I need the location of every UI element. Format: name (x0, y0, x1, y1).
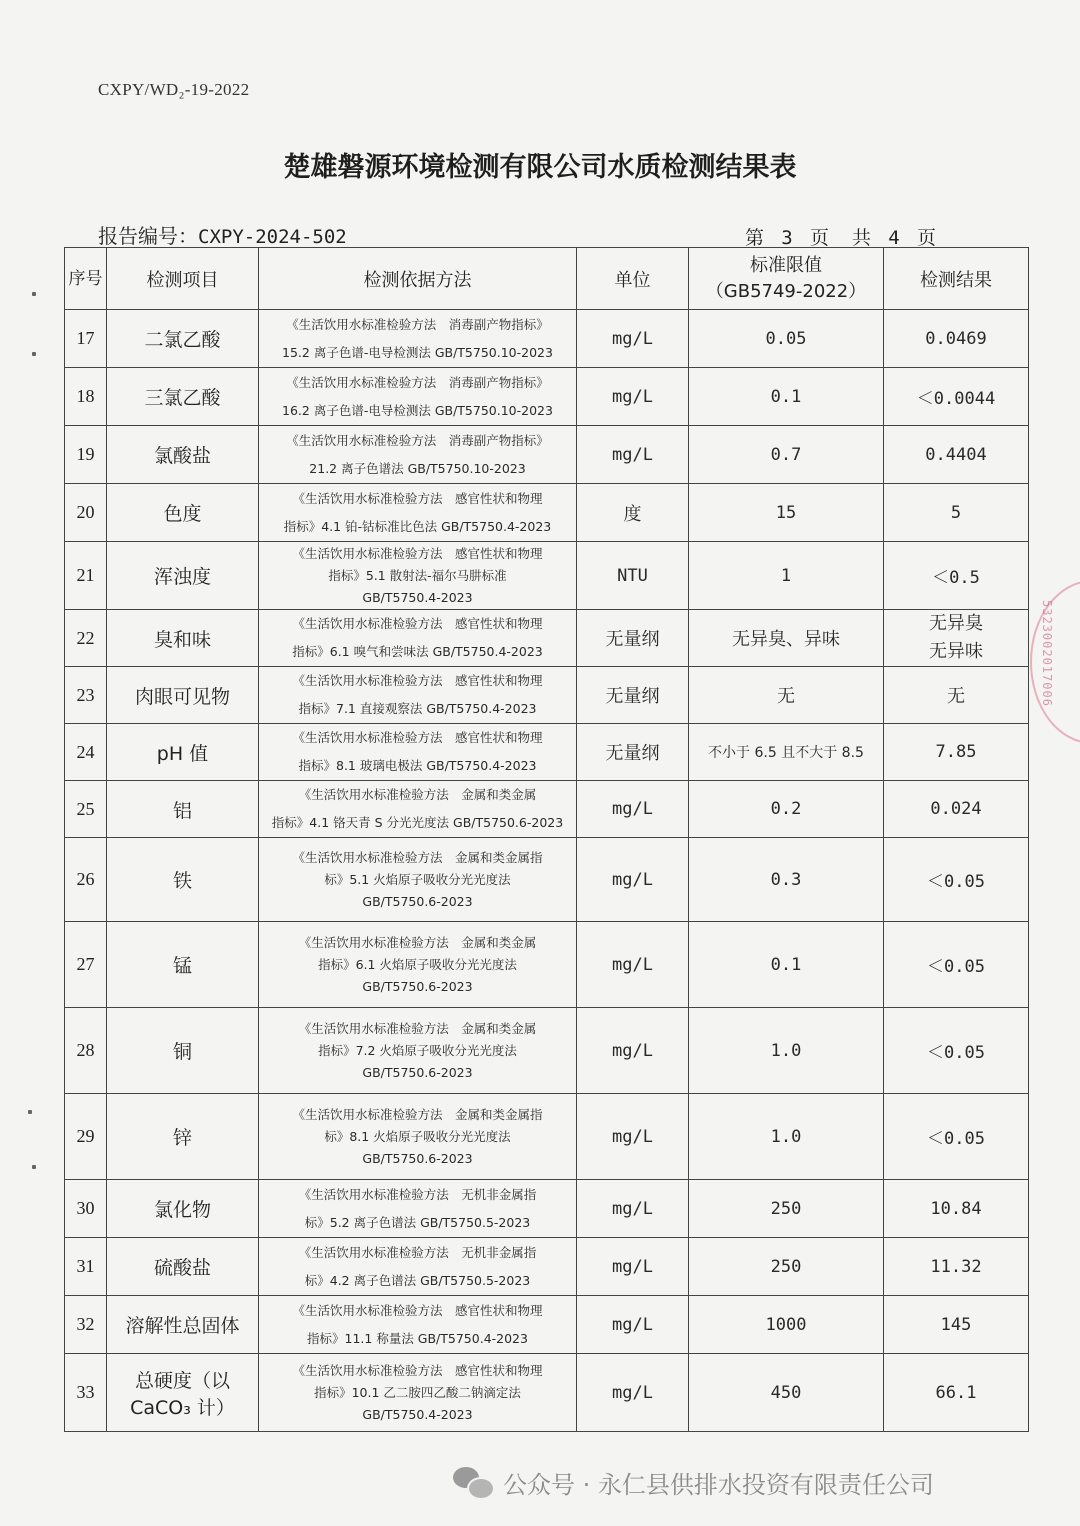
result-line: 7.85 (935, 742, 977, 762)
row-number: 18 (65, 368, 107, 426)
result-line: 11.32 (930, 1256, 982, 1277)
header-item: 检测项目 (107, 248, 259, 310)
test-result (884, 1180, 1029, 1238)
result-line: ＜0.0044 (916, 389, 996, 409)
test-item: 肉眼可见物 (107, 667, 259, 724)
test-item: 铁 (107, 838, 259, 922)
unit: 无量纲 (577, 610, 689, 667)
method-line: 21.2 离子色谱法 GB/T5750.10-2023 (309, 460, 526, 476)
row-number: 22 (65, 610, 107, 667)
table-row (65, 426, 1029, 484)
table-row (65, 667, 1029, 724)
test-method (259, 484, 577, 542)
result-line: ＜0.05 (927, 957, 985, 977)
standard-limit: 0.2 (689, 781, 884, 838)
row-number: 19 (65, 426, 107, 484)
page-current: 3 (781, 227, 795, 249)
method-line: 《生活饮用水标准检验方法 感官性状和物理 (292, 1302, 543, 1318)
row-number: 23 (65, 667, 107, 724)
row-number: 25 (65, 781, 107, 838)
method-line: GB/T5750.4-2023 (362, 1406, 473, 1422)
result-line: 66.1 (935, 1382, 977, 1403)
unit: 无量纲 (577, 667, 689, 724)
method-line: 标》5.2 离子色谱法 GB/T5750.5-2023 (304, 1214, 531, 1230)
method-line: 《生活饮用水标准检验方法 感官性状和物理 (292, 490, 543, 506)
standard-limit: 1000 (689, 1296, 884, 1354)
result-line: 0.024 (930, 799, 982, 819)
standard-limit: 250 (689, 1238, 884, 1296)
test-result (884, 667, 1029, 724)
method-line: GB/T5750.6-2023 (362, 978, 473, 994)
page-mid: 页 共 (810, 227, 874, 249)
header-limit-line1: 标准限值 (750, 254, 822, 276)
test-item: 氯化物 (107, 1180, 259, 1238)
method-line: 标》8.1 火焰原子吸收分光光度法 (324, 1128, 511, 1144)
result-line: ＜0.05 (927, 1043, 985, 1063)
unit: 度 (577, 484, 689, 542)
method-line: 标》4.2 离子色谱法 GB/T5750.5-2023 (304, 1272, 531, 1288)
table-row (65, 610, 1029, 667)
test-method (259, 922, 577, 1008)
row-number: 31 (65, 1238, 107, 1296)
standard-limit: 不小于 6.5 且不大于 8.5 (689, 724, 884, 781)
test-item: 氯酸盐 (107, 426, 259, 484)
standard-limit: 15 (689, 484, 884, 542)
report-number-value: CXPY-2024-502 (198, 226, 347, 248)
row-number: 26 (65, 838, 107, 922)
unit: mg/L (577, 922, 689, 1008)
test-result (884, 1354, 1029, 1432)
result-line: 0.0469 (925, 328, 987, 349)
method-line: 指标》4.1 铂-钴标准比色法 GB/T5750.4-2023 (283, 518, 552, 534)
result-line: 145 (940, 1314, 972, 1335)
test-item: 总硬度（以 CaCO₃ 计） (107, 1354, 259, 1432)
test-result (884, 838, 1029, 922)
header-seq: 序号 (65, 248, 107, 310)
method-line: 指标》5.1 散射法-福尔马肼标准 (328, 567, 507, 583)
method-line: 指标》8.1 玻璃电极法 GB/T5750.4-2023 (298, 758, 537, 773)
page-suffix: 页 (917, 227, 939, 249)
method-line: 《生活饮用水标准检验方法 消毒副产物指标》 (286, 374, 549, 390)
results-table (64, 247, 1029, 1432)
unit: mg/L (577, 1180, 689, 1238)
table-row (65, 922, 1029, 1008)
test-method (259, 426, 577, 484)
table-row (65, 1008, 1029, 1094)
result-line: ＜0.05 (927, 872, 985, 892)
test-result (884, 1238, 1029, 1296)
table-row (65, 542, 1029, 610)
standard-limit: 0.05 (689, 310, 884, 368)
report-number (98, 220, 347, 249)
test-method (259, 610, 577, 667)
test-item: 三氯乙酸 (107, 368, 259, 426)
unit: mg/L (577, 838, 689, 922)
row-number: 33 (65, 1354, 107, 1432)
method-line: 《生活饮用水标准检验方法 感官性状和物理 (292, 545, 543, 561)
table-row (65, 1180, 1029, 1238)
unit: mg/L (577, 310, 689, 368)
result-line: ＜0.5 (932, 568, 980, 588)
method-line: 指标》6.1 火焰原子吸收分光光度法 (318, 956, 517, 972)
header-result: 检测结果 (884, 248, 1029, 310)
page-indicator (745, 223, 938, 250)
test-method (259, 667, 577, 724)
row-number: 29 (65, 1094, 107, 1180)
table-row (65, 838, 1029, 922)
test-item: 色度 (107, 484, 259, 542)
method-line: 指标》7.1 直接观察法 GB/T5750.4-2023 (298, 701, 537, 716)
header-limit-line2: （GB5749-2022） (705, 280, 867, 302)
table-row (65, 1296, 1029, 1354)
test-item: 臭和味 (107, 610, 259, 667)
standard-limit: 0.3 (689, 838, 884, 922)
table-row (65, 368, 1029, 426)
header-limit (689, 248, 884, 310)
test-method (259, 781, 577, 838)
test-result (884, 368, 1029, 426)
test-method (259, 1354, 577, 1432)
page-prefix: 第 (745, 227, 767, 249)
method-line: 《生活饮用水标准检验方法 金属和类金属 (298, 934, 537, 950)
method-line: 16.2 离子色谱-电导检测法 GB/T5750.10-2023 (282, 402, 553, 418)
standard-limit: 0.7 (689, 426, 884, 484)
method-line: 《生活饮用水标准检验方法 无机非金属指 (298, 1244, 537, 1260)
method-line: 《生活饮用水标准检验方法 金属和类金属指 (292, 1106, 543, 1122)
method-line: 《生活饮用水标准检验方法 金属和类金属指 (292, 849, 543, 865)
standard-limit: 0.1 (689, 368, 884, 426)
method-line: GB/T5750.6-2023 (362, 1150, 473, 1166)
test-method (259, 838, 577, 922)
test-result (884, 922, 1029, 1008)
result-line: 10.84 (930, 1198, 982, 1219)
stamp-number: 5323002017006 (1040, 600, 1054, 707)
test-result (884, 310, 1029, 368)
test-result (884, 1094, 1029, 1180)
test-method (259, 368, 577, 426)
method-line: 《生活饮用水标准检验方法 金属和类金属 (298, 787, 537, 802)
method-line: GB/T5750.4-2023 (362, 589, 473, 605)
unit: 无量纲 (577, 724, 689, 781)
test-result (884, 1296, 1029, 1354)
test-result (884, 484, 1029, 542)
table-row (65, 781, 1029, 838)
margin-mark (32, 352, 36, 356)
method-line: GB/T5750.6-2023 (362, 893, 473, 909)
margin-mark (32, 292, 36, 296)
test-result (884, 426, 1029, 484)
test-item: 锌 (107, 1094, 259, 1180)
unit: mg/L (577, 1238, 689, 1296)
test-item: 铜 (107, 1008, 259, 1094)
test-item: 硫酸盐 (107, 1238, 259, 1296)
document-code: CXPY/WD₂-19-2022 (98, 80, 250, 99)
table-row (65, 484, 1029, 542)
test-method (259, 542, 577, 610)
test-method (259, 310, 577, 368)
row-number: 28 (65, 1008, 107, 1094)
result-line: 无异味 (929, 641, 983, 662)
row-number: 20 (65, 484, 107, 542)
test-result (884, 724, 1029, 781)
method-line: 《生活饮用水标准检验方法 感官性状和物理 (292, 730, 543, 745)
method-line: 指标》4.1 铬天青 S 分光光度法 GB/T5750.6-2023 (271, 815, 564, 830)
table-row (65, 1238, 1029, 1296)
test-item: 铝 (107, 781, 259, 838)
row-number: 21 (65, 542, 107, 610)
test-item: pH 值 (107, 724, 259, 781)
table-row (65, 1094, 1029, 1180)
row-number: 17 (65, 310, 107, 368)
method-line: 指标》7.2 火焰原子吸收分光光度法 (318, 1042, 517, 1058)
result-line: 无异臭 (929, 613, 983, 634)
standard-limit: 1 (689, 542, 884, 610)
method-line: 15.2 离子色谱-电导检测法 GB/T5750.10-2023 (282, 344, 553, 360)
document-title: 楚雄磐源环境检测有限公司水质检测结果表 (283, 152, 797, 183)
test-item: 锰 (107, 922, 259, 1008)
standard-limit: 250 (689, 1180, 884, 1238)
inspection-stamp (1030, 580, 1080, 744)
test-result (884, 610, 1029, 667)
page-total: 4 (888, 227, 902, 249)
header-method: 检测依据方法 (259, 248, 577, 310)
table-row (65, 310, 1029, 368)
result-line: 0.4404 (925, 444, 987, 465)
test-method (259, 1296, 577, 1354)
result-line: 无 (947, 686, 965, 707)
method-line: GB/T5750.6-2023 (362, 1064, 473, 1080)
test-method (259, 1238, 577, 1296)
standard-limit: 0.1 (689, 922, 884, 1008)
unit: mg/L (577, 1094, 689, 1180)
margin-mark (28, 1110, 32, 1114)
method-line: 《生活饮用水标准检验方法 无机非金属指 (298, 1186, 537, 1202)
test-method (259, 724, 577, 781)
wechat-icon (453, 1465, 493, 1499)
test-item: 溶解性总固体 (107, 1296, 259, 1354)
table-header-row (65, 248, 1029, 310)
table-row (65, 724, 1029, 781)
standard-limit: 450 (689, 1354, 884, 1432)
row-number: 27 (65, 922, 107, 1008)
method-line: 《生活饮用水标准检验方法 感官性状和物理 (292, 1362, 543, 1378)
method-line: 《生活饮用水标准检验方法 消毒副产物指标》 (286, 316, 549, 332)
test-method (259, 1180, 577, 1238)
method-line: 指标》6.1 嗅气和尝味法 GB/T5750.4-2023 (292, 644, 543, 659)
standard-limit: 1.0 (689, 1094, 884, 1180)
unit: mg/L (577, 781, 689, 838)
test-method (259, 1008, 577, 1094)
unit: mg/L (577, 368, 689, 426)
method-line: 《生活饮用水标准检验方法 感官性状和物理 (292, 616, 543, 631)
unit: mg/L (577, 1354, 689, 1432)
margin-mark (32, 1165, 36, 1169)
report-number-label: 报告编号： (98, 224, 198, 248)
unit: mg/L (577, 426, 689, 484)
test-item: 二氯乙酸 (107, 310, 259, 368)
method-line: 标》5.1 火焰原子吸收分光光度法 (324, 871, 511, 887)
footer-text: 公众号 · 永仁县供排水投资有限责任公司 (503, 1470, 934, 1499)
row-number: 24 (65, 724, 107, 781)
unit: NTU (577, 542, 689, 610)
unit: mg/L (577, 1008, 689, 1094)
standard-limit: 无异臭、异味 (689, 610, 884, 667)
unit: mg/L (577, 1296, 689, 1354)
test-result (884, 1008, 1029, 1094)
result-line: ＜0.05 (927, 1129, 985, 1149)
method-line: 《生活饮用水标准检验方法 感官性状和物理 (292, 673, 543, 688)
row-number: 32 (65, 1296, 107, 1354)
standard-limit: 无 (689, 667, 884, 724)
method-line: 《生活饮用水标准检验方法 金属和类金属 (298, 1020, 537, 1036)
footer-watermark (453, 1460, 934, 1504)
method-line: 指标》10.1 乙二胺四乙酸二钠滴定法 (314, 1384, 521, 1400)
header-unit: 单位 (577, 248, 689, 310)
test-result (884, 781, 1029, 838)
test-item: 浑浊度 (107, 542, 259, 610)
standard-limit: 1.0 (689, 1008, 884, 1094)
result-line: 5 (950, 502, 962, 523)
table-row (65, 1354, 1029, 1432)
row-number: 30 (65, 1180, 107, 1238)
test-method (259, 1094, 577, 1180)
method-line: 指标》11.1 称量法 GB/T5750.4-2023 (307, 1330, 528, 1346)
test-result (884, 542, 1029, 610)
method-line: 《生活饮用水标准检验方法 消毒副产物指标》 (286, 432, 549, 448)
